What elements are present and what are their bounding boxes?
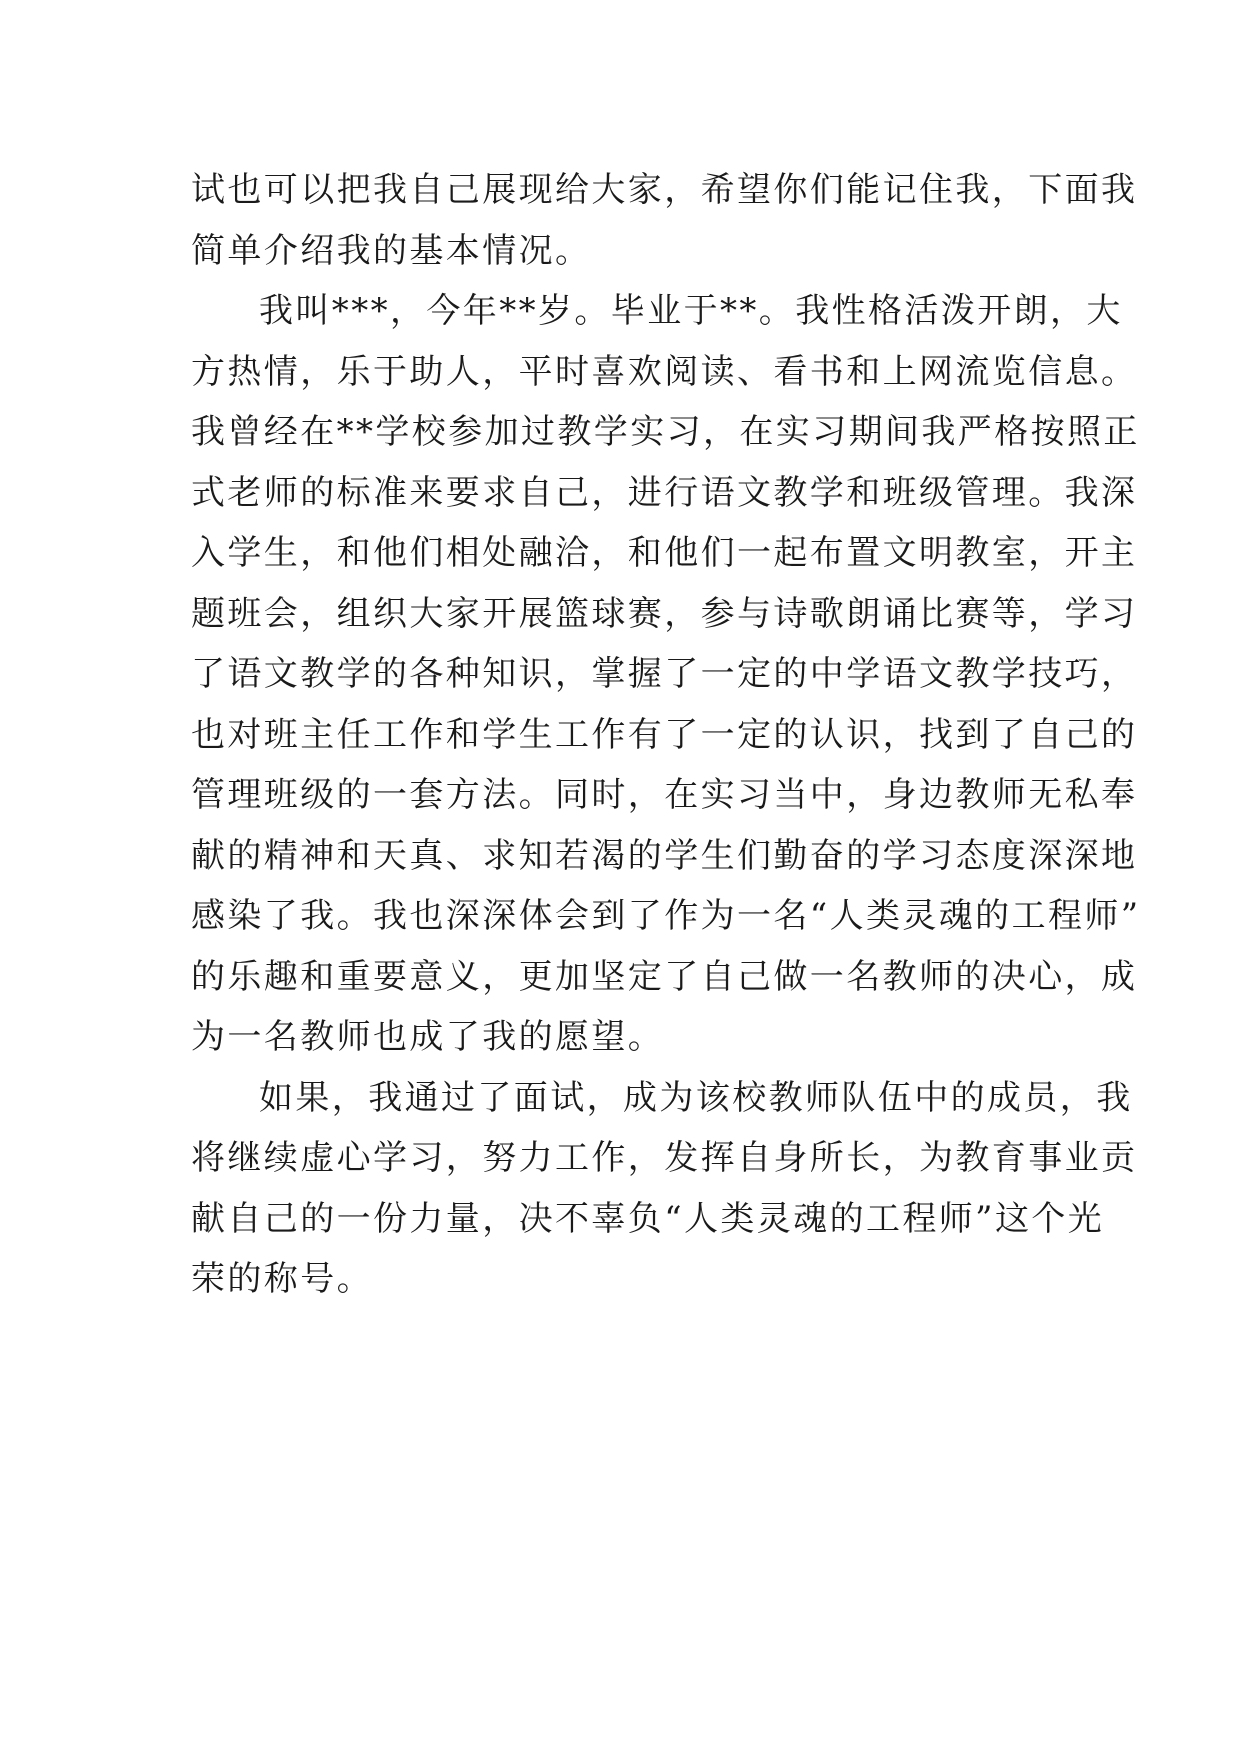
text-line: 将继续虚心学习，努力工作，发挥自身所长，为教育事业贡: [191, 1138, 1138, 1178]
text-line: 献的精神和天真、求知若渴的学生们勤奋的学习态度深深地: [191, 835, 1138, 876]
text-line: 了语文教学的各种知识，掌握了一定的中学语文教学技巧，: [191, 654, 1138, 694]
text-line: 试也可以把我自己展现给大家，希望你们能记住我，下面我: [191, 170, 1138, 210]
paragraph-1: [191, 160, 1138, 281]
text-line: 也对班主任工作和学生工作有了一定的认识，找到了自己的: [191, 714, 1138, 755]
text-line: 我曾经在**学校参加过教学实习，在实习期间我严格按照正: [191, 412, 1140, 452]
document-body: [191, 160, 1141, 1310]
text-line: 式老师的标准来要求自己，进行语文教学和班级管理。我深: [191, 472, 1138, 513]
text-line: 为一名教师也成了我的愿望。: [191, 1017, 665, 1057]
text-line: 方热情，乐于助人，平时喜欢阅读、看书和上网流览信息。: [191, 351, 1138, 392]
text-line: 简单介绍我的基本情况。: [191, 230, 592, 271]
text-line: 管理班级的一套方法。同时，在实习当中，身边教师无私奉: [191, 775, 1138, 815]
text-line: 荣的称号。: [191, 1259, 373, 1299]
text-line: 如果，我通过了面试，成为该校教师队伍中的成员，我: [259, 1077, 1133, 1118]
text-line: 入学生，和他们相处融洽，和他们一起布置文明教室，开主: [191, 533, 1138, 573]
text-line: 我叫***，今年**岁。毕业于**。我性格活泼开朗，大: [259, 291, 1123, 331]
text-line: 的乐趣和重要意义，更加坚定了自己做一名教师的决心，成: [191, 956, 1138, 997]
paragraph-2: [191, 281, 1141, 1068]
text-line: 感染了我。我也深深体会到了作为一名“人类灵魂的工程师”: [191, 896, 1141, 936]
text-line: 题班会，组织大家开展篮球赛，参与诗歌朗诵比赛等，学习: [191, 593, 1138, 634]
text-line: 献自己的一份力量，决不辜负“人类灵魂的工程师”这个光: [191, 1198, 1105, 1239]
paragraph-3: [191, 1068, 1138, 1310]
